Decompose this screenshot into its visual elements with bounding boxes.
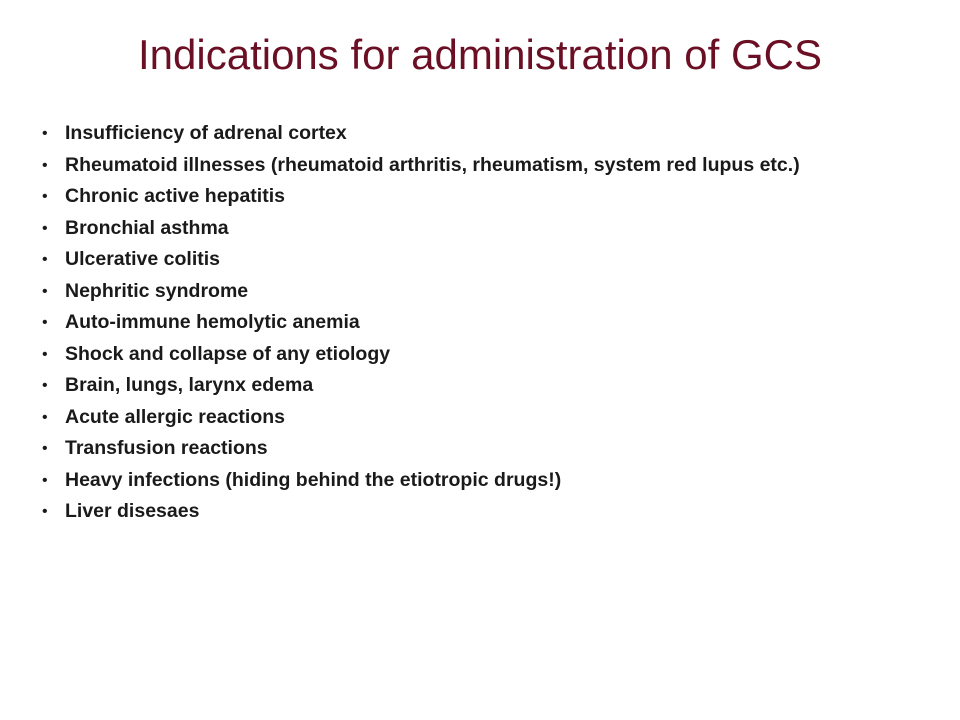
bullet-icon: •: [42, 314, 48, 331]
bullet-icon: •: [42, 219, 48, 237]
list-item: [42, 185, 902, 208]
slide-title: Indications for administration of GCS: [138, 31, 822, 78]
list-item-text: Acute allergic reactions: [65, 405, 286, 428]
list-item-text: Auto-immune hemolytic anemia: [65, 311, 360, 333]
list-item: [42, 122, 902, 145]
bullet-icon: •: [42, 440, 48, 457]
list-item-text: Shock and collapse of any etiology: [65, 342, 391, 365]
list-item-text: Bronchial asthma: [65, 216, 229, 239]
bullet-icon: •: [42, 471, 48, 489]
list-item-text: Liver disesaes: [65, 500, 200, 522]
list-item: [42, 248, 902, 271]
list-item: [42, 406, 902, 429]
list-item-text: Ulcerative colitis: [65, 248, 220, 270]
list-item-text: Brain, lungs, larynx edema: [65, 374, 314, 396]
list-item: [42, 154, 902, 177]
bullet-icon: •: [42, 125, 48, 142]
bullet-icon: •: [42, 282, 48, 300]
bullet-icon: •: [42, 408, 48, 426]
list-item-text: Chronic active hepatitis: [65, 185, 285, 207]
list-item-text: Transfusion reactions: [65, 437, 268, 459]
list-item-text: Insufficiency of adrenal cortex: [65, 122, 347, 144]
bullet-list: [42, 122, 902, 532]
list-item-text: Heavy infections (hiding behind the etiotropic drugs!): [65, 468, 562, 491]
bullet-icon: •: [42, 503, 48, 520]
list-item: [42, 469, 902, 492]
list-item-text: Nephritic syndrome: [65, 279, 249, 302]
list-item: [42, 217, 902, 240]
bullet-icon: •: [42, 188, 48, 205]
list-item: [42, 500, 902, 523]
bullet-icon: •: [42, 251, 48, 268]
list-item: [42, 311, 902, 334]
list-item: [42, 280, 902, 303]
bullet-icon: •: [42, 156, 48, 174]
list-item: [42, 437, 902, 460]
bullet-icon: •: [42, 345, 48, 363]
list-item: [42, 343, 902, 366]
list-item: [42, 374, 902, 397]
bullet-icon: •: [42, 377, 48, 394]
list-item-text: Rheumatoid illnesses (rheumatoid arthritis, rheumatism, system red lupus etc.): [65, 153, 800, 176]
